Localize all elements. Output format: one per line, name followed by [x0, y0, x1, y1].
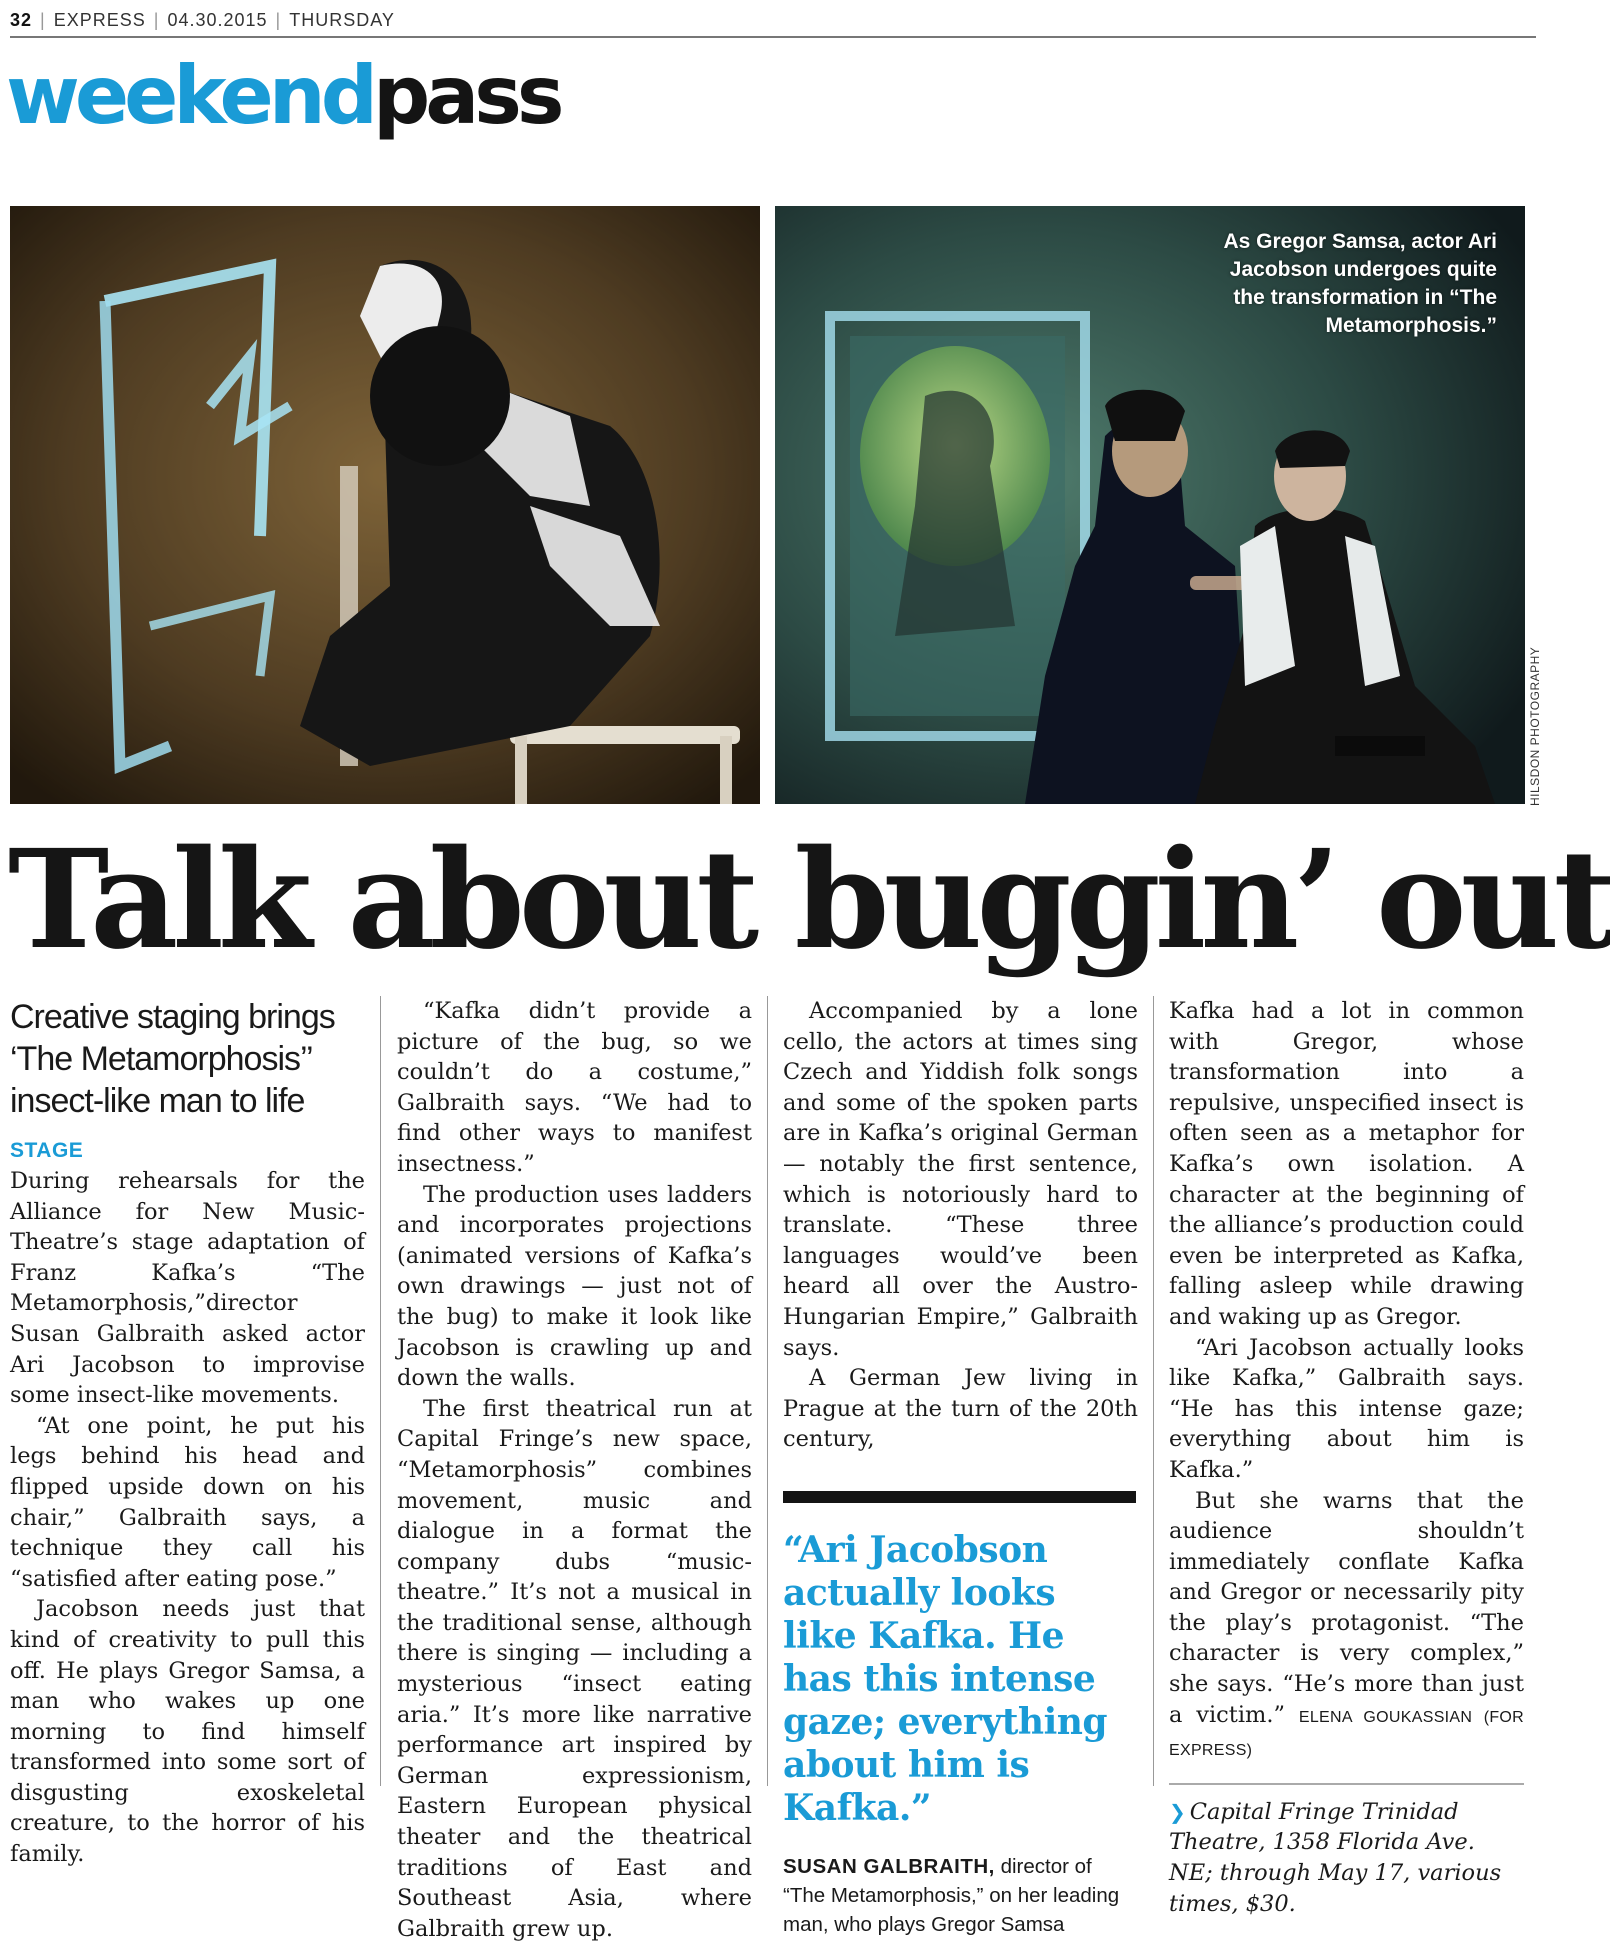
- info-rule: [1169, 1783, 1524, 1785]
- section-label: STAGE: [10, 1139, 84, 1162]
- column-rule: [1153, 996, 1154, 1786]
- paragraph: The first theatrical run at Capital Fringe’s new space, “Metamorphosis” combines movement, music and dialogue in a format the company dubs “music-theatre.” It’s not a musical in the traditional sense, although there is singing — including a mysterious “insect eating aria.” It’s more like narrative performance art inspired by German expressionism, Eastern European physical theater and the theatrical traditions of East and Southeast Asia, where Galbraith grew up.: [397, 1395, 752, 1942]
- photo-caption: As Gregor Samsa, actor Ari Jacobson undergoes quite the transformation in “The Metamorphosis.”: [1223, 230, 1497, 337]
- paragraph: A German Jew living in Prague at the turn of the 20th century,: [783, 1365, 1138, 1453]
- masthead-weekend: weekend: [6, 49, 373, 142]
- paragraph: Accompanied by a lone cello, the actors at times sing Czech and Yiddish folk songs and some of the spoken parts are in Kafka’s original German — notably the first sentence, which is notoriously hard to translate. “These three languages would’ve been heard all over the Austro-Hungarian Empire,” Galbraith says.: [783, 998, 1138, 1361]
- publication-name: EXPRESS: [53, 10, 146, 30]
- issue-day: THURSDAY: [289, 10, 395, 30]
- page-number: 32: [10, 10, 33, 30]
- paragraph-text: But she warns that the audience shouldn’t immediately conflate Kafka and Gregor or necessarily pity the play’s protagonist. “The character is very complex,” she says. “He’s more than just a victim.”: [1169, 1487, 1524, 1728]
- article-column-2: [397, 996, 752, 1944]
- pull-quote-name: SUSAN GALBRAITH,: [783, 1854, 995, 1878]
- column-rule: [767, 996, 768, 1786]
- paragraph: [1169, 1486, 1524, 1767]
- article-column-3: [783, 996, 1138, 1939]
- paragraph: During rehearsals for the Alliance for New Music-Theatre’s stage adaptation of Franz Kafka’s “The Metamorphosis,”director Susan Galbraith asked actor Ari Jacobson to improvise some insect-like movements.: [10, 1168, 365, 1409]
- photo-left-image: [10, 206, 760, 804]
- issue-date: 04.30.2015: [167, 10, 268, 30]
- deck: Creative staging brings ‘The Metamorphosis’’ insect-like man to life: [10, 998, 335, 1120]
- paragraph: Jacobson needs just that kind of creativity to pull this off. He plays Gregor Samsa, a man who wakes up one morning to find himself transformed into some sort of disgusting exoskeletal creature, to the horror of his family.: [10, 1596, 365, 1868]
- chevron-right-icon: ❯: [1169, 1799, 1186, 1824]
- headline: Talk about buggin’ out: [8, 820, 1610, 980]
- article-column-1: [10, 996, 365, 1870]
- paragraph: “At one point, he put his legs behind his head and flipped upside down on his chair,” Galbraith says, a technique they call his “satisfied after eating pose.”: [10, 1412, 365, 1592]
- paragraph: The production uses ladders and incorporates projections (animated versions of Kafka’s own drawings — just not of the bug) to make it look like Jacobson is crawling up and down the walls.: [397, 1181, 752, 1392]
- paragraph: “Ari Jacobson actually looks like Kafka,” Galbraith says. “He has this intense gaze; everything about him is Kafka.”: [1169, 1334, 1524, 1483]
- byline: ELENA GOUKASSIAN (FOR EXPRESS): [1169, 1708, 1524, 1760]
- paragraph: Kafka had a lot in common with Gregor, whose transformation into a repulsive, unspecified insect is often seen as a metaphor for Kafka’s own isolation. A character at the beginning of the alliance’s production could even be interpreted as Kafka, falling asleep while drawing and waking up as Gregor.: [1169, 998, 1524, 1330]
- section-masthead: [6, 46, 559, 146]
- column-rule: [380, 996, 381, 1786]
- pull-quote-bar: [783, 1491, 1136, 1503]
- photo-right: [775, 206, 1525, 804]
- paragraph: “Kafka didn’t provide a picture of the bug, so we couldn’t do a costume,” Galbraith says. “We had to find other ways to manifest insectness.”: [397, 998, 752, 1177]
- pull-quote: “Ari Jacobson actually looks like Kafka. He has this intense gaze; everything about him is Kafka.”: [783, 1528, 1108, 1829]
- photo-left: [10, 206, 760, 804]
- event-info: [1169, 1797, 1524, 1919]
- top-rule: [10, 36, 1536, 38]
- event-info-text: Capital Fringe Trinidad Theatre, 1358 Florida Ave. NE; through May 17, various times, $30.: [1169, 1798, 1502, 1917]
- pull-quote-attribution: [783, 1852, 1138, 1939]
- pull-quote-description: director of “The Metamorphosis,” on her leading man, who plays Gregor Samsa: [783, 1854, 1120, 1936]
- article-column-4: [1169, 996, 1524, 1919]
- masthead-pass: pass: [372, 49, 560, 142]
- folio-line: 32 | EXPRESS | 04.30.2015 | THURSDAY: [10, 10, 395, 30]
